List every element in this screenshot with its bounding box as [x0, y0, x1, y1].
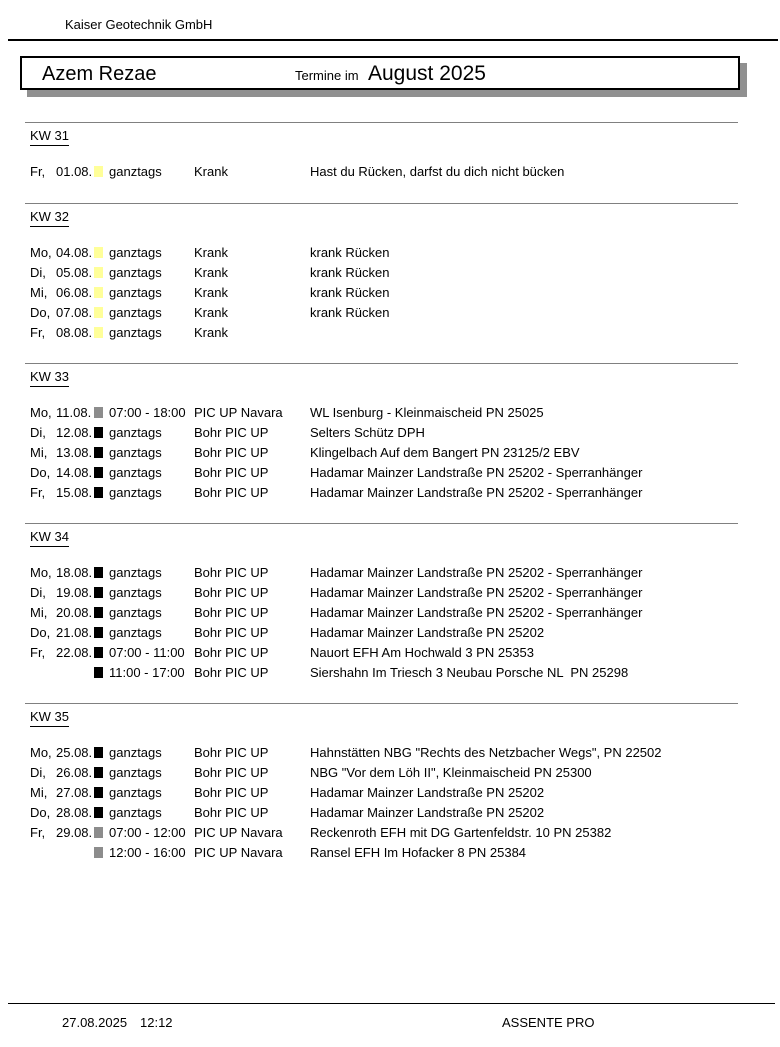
appointment-row [0, 823, 780, 843]
description-cell: Siershahn Im Triesch 3 Neubau Porsche NL PN 25298 [310, 665, 629, 680]
date-cell: 20.08. [56, 605, 93, 620]
date-cell: 05.08. [56, 265, 93, 280]
week-section [0, 523, 780, 683]
week-rule [25, 363, 738, 364]
description-cell: Hadamar Mainzer Landstraße PN 25202 - Sperranhänger [310, 465, 643, 480]
date-cell: 15.08. [56, 485, 93, 500]
date-cell: 26.08. [56, 765, 93, 780]
date-cell: 04.08. [56, 245, 93, 260]
description-cell: NBG "Vor dem Löh II", Kleinmaischeid PN 25300 [310, 765, 592, 780]
status-marker [94, 467, 103, 478]
time-cell: ganztags [109, 585, 162, 600]
type-cell: Bohr PIC UP [194, 605, 269, 620]
description-cell: Hadamar Mainzer Landstraße PN 25202 - Sperranhänger [310, 585, 643, 600]
type-cell: Bohr PIC UP [194, 765, 269, 780]
type-cell: Bohr PIC UP [194, 485, 269, 500]
date-cell: 22.08. [56, 645, 93, 660]
status-marker [94, 667, 103, 678]
status-marker [94, 607, 103, 618]
time-cell: ganztags [109, 265, 162, 280]
status-marker [94, 287, 103, 298]
type-cell: Bohr PIC UP [194, 785, 269, 800]
description-cell: Hadamar Mainzer Landstraße PN 25202 [310, 625, 545, 640]
description-cell: Hadamar Mainzer Landstraße PN 25202 [310, 785, 545, 800]
type-cell: Bohr PIC UP [194, 465, 269, 480]
day-cell: Fr, [30, 485, 46, 500]
week-rule [25, 523, 738, 524]
date-cell: 19.08. [56, 585, 93, 600]
week-rule [25, 703, 738, 704]
status-marker [94, 647, 103, 658]
day-cell: Mi, [30, 785, 48, 800]
type-cell: Bohr PIC UP [194, 665, 269, 680]
type-cell: Bohr PIC UP [194, 425, 269, 440]
appointment-row [0, 763, 780, 783]
footer-time: 12:12 [140, 1015, 173, 1030]
status-marker [94, 427, 103, 438]
appointment-row [0, 583, 780, 603]
date-cell: 11.08. [56, 405, 92, 420]
appointment-row [0, 162, 780, 182]
type-cell: Bohr PIC UP [194, 565, 269, 580]
week-rule [25, 203, 738, 204]
status-marker [94, 447, 103, 458]
day-cell: Mo, [30, 405, 52, 420]
day-cell: Mi, [30, 605, 48, 620]
company-name: Kaiser Geotechnik GmbH [65, 17, 213, 32]
appointment-row [0, 243, 780, 263]
description-cell: krank Rücken [310, 305, 390, 320]
week-section [0, 703, 780, 863]
status-marker [94, 307, 103, 318]
description-cell: Hahnstätten NBG "Rechts des Netzbacher Wegs", PN 22502 [310, 745, 662, 760]
description-cell: krank Rücken [310, 265, 390, 280]
type-cell: Krank [194, 245, 228, 260]
description-cell: krank Rücken [310, 245, 390, 260]
type-cell: Bohr PIC UP [194, 645, 269, 660]
date-cell: 13.08. [56, 445, 93, 460]
time-cell: ganztags [109, 425, 162, 440]
appointment-row [0, 783, 780, 803]
week-label-text: KW 35 [30, 709, 69, 727]
type-cell: Krank [194, 325, 228, 340]
date-cell: 28.08. [56, 805, 93, 820]
status-marker [94, 767, 103, 778]
status-marker [94, 487, 103, 498]
title-prefix: Termine im [295, 68, 359, 83]
time-cell: ganztags [109, 305, 162, 320]
time-cell: ganztags [109, 605, 162, 620]
description-cell: Hadamar Mainzer Landstraße PN 25202 - Sperranhänger [310, 485, 643, 500]
time-cell: 07:00 - 18:00 [109, 405, 186, 420]
time-cell: ganztags [109, 765, 162, 780]
appointment-row [0, 843, 780, 863]
type-cell: Bohr PIC UP [194, 805, 269, 820]
title-box [20, 56, 740, 90]
description-cell: Ransel EFH Im Hofacker 8 PN 25384 [310, 845, 527, 860]
week-label-text: KW 32 [30, 209, 69, 227]
day-cell: Di, [30, 265, 46, 280]
date-cell: 08.08. [56, 325, 93, 340]
status-marker [94, 787, 103, 798]
day-cell: Fr, [30, 825, 46, 840]
day-cell: Mo, [30, 745, 52, 760]
status-marker [94, 827, 103, 838]
status-marker [94, 247, 103, 258]
appointment-row [0, 323, 780, 343]
time-cell: 11:00 - 17:00 [109, 665, 185, 680]
type-cell: Bohr PIC UP [194, 585, 269, 600]
appointment-row [0, 803, 780, 823]
status-marker [94, 166, 103, 177]
week-rule [25, 122, 738, 123]
header-rule [8, 39, 778, 41]
status-marker [94, 267, 103, 278]
time-cell: ganztags [109, 805, 162, 820]
type-cell: PIC UP Navara [194, 405, 283, 420]
time-cell: ganztags [109, 445, 162, 460]
appointment-row [0, 263, 780, 283]
appointment-row [0, 403, 780, 423]
time-cell: ganztags [109, 285, 162, 300]
type-cell: Krank [194, 265, 228, 280]
day-cell: Fr, [30, 325, 46, 340]
time-cell: ganztags [109, 245, 162, 260]
description-cell: Hast du Rücken, darfst du dich nicht bücken [310, 164, 565, 179]
day-cell: Do, [30, 465, 51, 480]
week-label [30, 128, 69, 146]
date-cell: 29.08. [56, 825, 93, 840]
type-cell: Bohr PIC UP [194, 445, 269, 460]
time-cell: 07:00 - 11:00 [109, 645, 185, 660]
type-cell: PIC UP Navara [194, 825, 283, 840]
appointment-row [0, 563, 780, 583]
day-cell: Do, [30, 805, 51, 820]
day-cell: Mo, [30, 565, 52, 580]
person-name: Azem Rezae [42, 63, 157, 85]
day-cell: Do, [30, 625, 51, 640]
appointment-row [0, 443, 780, 463]
appointment-row [0, 663, 780, 683]
day-cell: Fr, [30, 645, 46, 660]
week-section [0, 122, 780, 182]
appointment-row [0, 423, 780, 443]
week-section [0, 363, 780, 503]
week-label-text: KW 33 [30, 369, 69, 387]
week-section [0, 203, 780, 343]
week-label [30, 529, 69, 547]
description-cell: Selters Schütz DPH [310, 425, 425, 440]
time-cell: ganztags [109, 485, 162, 500]
type-cell: Krank [194, 164, 228, 179]
week-label-text: KW 34 [30, 529, 69, 547]
footer-date: 27.08.2025 [62, 1015, 128, 1030]
status-marker [94, 807, 103, 818]
time-cell: ganztags [109, 164, 162, 179]
status-marker [94, 747, 103, 758]
appointment-row [0, 743, 780, 763]
appointment-row [0, 603, 780, 623]
type-cell: Krank [194, 305, 228, 320]
footer-rule [8, 1003, 775, 1004]
time-cell: ganztags [109, 625, 162, 640]
time-cell: ganztags [109, 565, 162, 580]
description-cell: Hadamar Mainzer Landstraße PN 25202 - Sperranhänger [310, 605, 643, 620]
date-cell: 18.08. [56, 565, 93, 580]
description-cell: Nauort EFH Am Hochwald 3 PN 25353 [310, 645, 534, 660]
description-cell: WL Isenburg - Kleinmaischeid PN 25025 [310, 405, 544, 420]
day-cell: Di, [30, 585, 46, 600]
appointment-row [0, 463, 780, 483]
type-cell: Bohr PIC UP [194, 745, 269, 760]
date-cell: 12.08. [56, 425, 93, 440]
appointment-row [0, 623, 780, 643]
date-cell: 07.08. [56, 305, 93, 320]
appointment-row [0, 303, 780, 323]
date-cell: 01.08. [56, 164, 93, 179]
appointment-row [0, 483, 780, 503]
title-month: August 2025 [368, 62, 486, 85]
status-marker [94, 407, 103, 418]
appointment-row [0, 283, 780, 303]
status-marker [94, 847, 103, 858]
day-cell: Di, [30, 765, 46, 780]
week-label [30, 369, 69, 387]
day-cell: Do, [30, 305, 51, 320]
footer-app-name: ASSENTE PRO [502, 1015, 595, 1030]
date-cell: 06.08. [56, 285, 93, 300]
day-cell: Di, [30, 425, 46, 440]
type-cell: Bohr PIC UP [194, 625, 269, 640]
description-cell: Klingelbach Auf dem Bangert PN 23125/2 EBV [310, 445, 580, 460]
day-cell: Mi, [30, 285, 48, 300]
status-marker [94, 327, 103, 338]
day-cell: Mo, [30, 245, 52, 260]
time-cell: ganztags [109, 325, 162, 340]
week-label [30, 709, 69, 727]
status-marker [94, 587, 103, 598]
date-cell: 25.08. [56, 745, 93, 760]
type-cell: PIC UP Navara [194, 845, 283, 860]
date-cell: 14.08. [56, 465, 93, 480]
description-cell: krank Rücken [310, 285, 390, 300]
description-cell: Hadamar Mainzer Landstraße PN 25202 [310, 805, 545, 820]
appointment-row [0, 643, 780, 663]
status-marker [94, 567, 103, 578]
description-cell: Hadamar Mainzer Landstraße PN 25202 - Sperranhänger [310, 565, 643, 580]
time-cell: ganztags [109, 465, 162, 480]
week-label [30, 209, 69, 227]
date-cell: 27.08. [56, 785, 93, 800]
time-cell: ganztags [109, 745, 162, 760]
time-cell: ganztags [109, 785, 162, 800]
date-cell: 21.08. [56, 625, 93, 640]
week-label-text: KW 31 [30, 128, 69, 146]
time-cell: 12:00 - 16:00 [109, 845, 186, 860]
day-cell: Fr, [30, 164, 46, 179]
type-cell: Krank [194, 285, 228, 300]
time-cell: 07:00 - 12:00 [109, 825, 186, 840]
day-cell: Mi, [30, 445, 48, 460]
description-cell: Reckenroth EFH mit DG Gartenfeldstr. 10 PN 25382 [310, 825, 612, 840]
status-marker [94, 627, 103, 638]
